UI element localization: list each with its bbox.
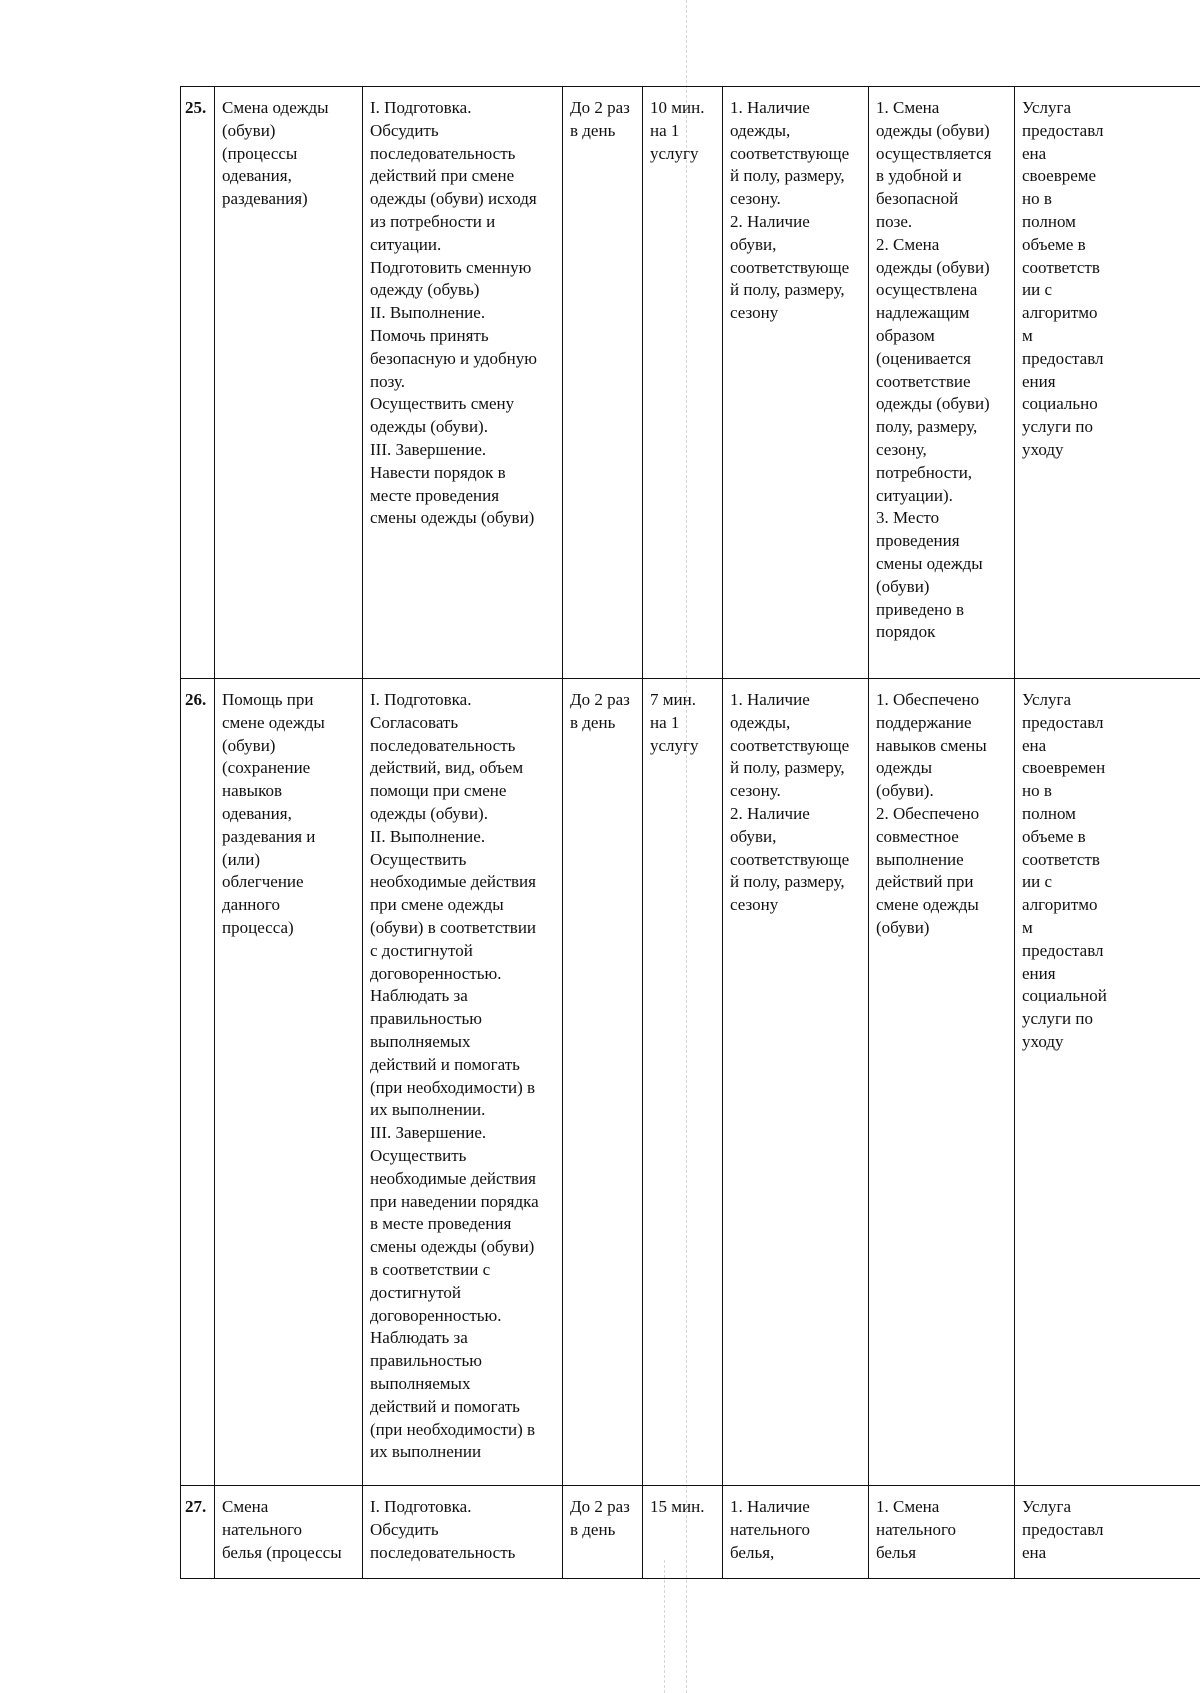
table-row — [181, 1486, 1200, 1579]
service-duration: 10 мин. на 1 услугу — [643, 87, 723, 679]
service-conditions: 1. Наличие одежды, соответствующе й полу, размеру, сезону. 2. Наличие обуви, соответствующе й полу, размеру, сезону — [723, 679, 869, 1486]
scan-artifact-line — [664, 1560, 665, 1693]
service-result: Услуга предоставл ена своевреме но в полном объеме в соответств ии с алгоритмо м предоставл ения социально услуги по уходу — [1015, 87, 1200, 679]
row-number: 26. — [181, 679, 215, 1486]
service-duration: 7 мин. на 1 услугу — [643, 679, 723, 1486]
service-frequency: До 2 раз в день — [563, 1486, 643, 1579]
service-quality: 1. Обеспечено поддержание навыков смены одежды (обуви). 2. Обеспечено совместное выполнение действий при смене одежды (обуви) — [869, 679, 1015, 1486]
service-name: Смена одежды (обуви) (процессы одевания, раздевания) — [215, 87, 363, 679]
service-procedure: I. Подготовка. Обсудить последовательность действий при смене одежды (обуви) исходя из потребности и ситуации. Подготовить сменную одежду (обувь) II. Выполнение. Помочь принять безопасную и удобную позу. Осуществить смену одежды (обуви). III. Завершение. Навести порядок в месте проведения смены одежды (обуви) — [363, 87, 563, 679]
service-name: Помощь при смене одежды (обуви) (сохранение навыков одевания, раздевания и (или) облегчение данного процесса) — [215, 679, 363, 1486]
service-quality: 1. Смена одежды (обуви) осуществляется в удобной и безопасной позе. 2. Смена одежды (обуви) осуществлена надлежащим образом (оценивается соответствие одежды (обуви) полу, размеру, сезону, потребности, ситуации). 3. Место проведения смены одежды (обуви) приведено в порядок — [869, 87, 1015, 679]
service-result: Услуга предоставл ена — [1015, 1486, 1200, 1579]
service-result: Услуга предоставл ена своевремен но в полном объеме в соответств ии с алгоритмо м предоставл ения социальной услуги по уходу — [1015, 679, 1200, 1486]
table-row — [181, 87, 1200, 679]
table-row — [181, 679, 1200, 1486]
row-number: 25. — [181, 87, 215, 679]
service-conditions: 1. Наличие нательного белья, — [723, 1486, 869, 1579]
services-table — [180, 86, 1200, 1579]
service-frequency: До 2 раз в день — [563, 87, 643, 679]
service-name: Смена нательного белья (процессы — [215, 1486, 363, 1579]
service-quality: 1. Смена нательного белья — [869, 1486, 1015, 1579]
service-conditions: 1. Наличие одежды, соответствующе й полу, размеру, сезону. 2. Наличие обуви, соответствующе й полу, размеру, сезону — [723, 87, 869, 679]
service-procedure: I. Подготовка. Обсудить последовательность — [363, 1486, 563, 1579]
service-duration: 15 мин. — [643, 1486, 723, 1579]
row-number: 27. — [181, 1486, 215, 1579]
service-frequency: До 2 раз в день — [563, 679, 643, 1486]
service-procedure: I. Подготовка. Согласовать последовательность действий, вид, объем помощи при смене одежды (обуви). II. Выполнение. Осуществить необходимые действия при смене одежды (обуви) в соответствии с достигнутой договоренностью. Наблюдать за правильностью выполняемых действий и помогать (при необходимости) в их выполнении. III. Завершение. Осуществить необходимые действия при наведении порядка в месте проведения смены одежды (обуви) в соответствии с достигнутой договоренностью. Наблюдать за правильностью выполняемых действий и помогать (при необходимости) в их выполнении — [363, 679, 563, 1486]
